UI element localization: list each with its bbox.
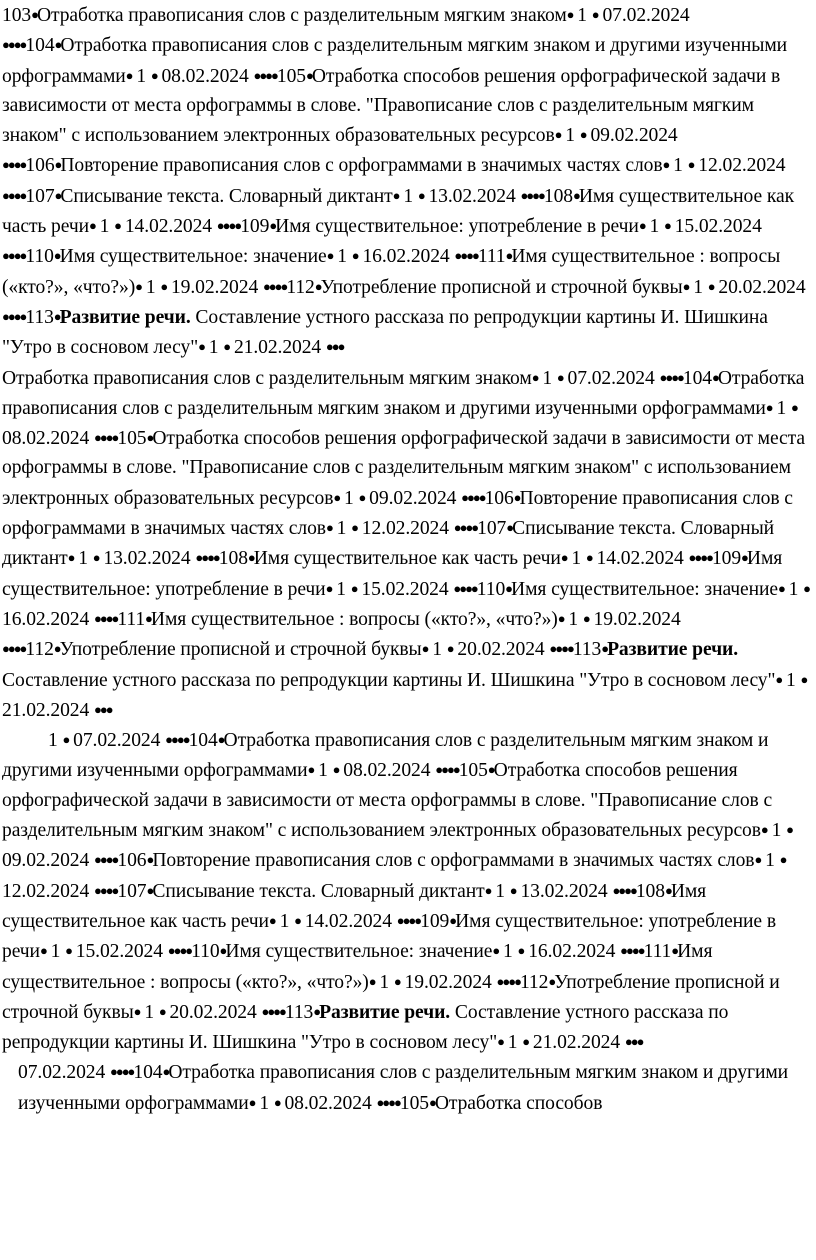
text-run: 07.02.2024 xyxy=(597,5,690,26)
text-run: 1 xyxy=(502,1032,523,1054)
bullet-separator: ● xyxy=(548,973,555,989)
bold-heading-text: Развитие речи. xyxy=(319,1001,451,1023)
bullet-separator: ● xyxy=(601,641,608,657)
text-run: Отработка способов решения орфографической задачи в зависимости от места орфограммы в слове. "Правописание слов с разделительным мягким знаком" с использованием электронных образовательных ресурсов xyxy=(2,65,781,147)
text-run: 12.02.2024 xyxy=(356,518,454,540)
text-run: 110 xyxy=(25,246,54,268)
text-run: 109 xyxy=(420,910,450,932)
bullet-separator: ●●●● xyxy=(167,943,192,959)
bullet-separator: ● xyxy=(223,339,230,355)
bullet-separator: ● xyxy=(560,550,567,566)
bullet-separator: ● xyxy=(333,489,340,505)
text-run: Отработка правописания слов с разделительным мягким знаком xyxy=(2,367,532,389)
text-run: 107 xyxy=(25,185,55,207)
bullet-separator: ●●●● xyxy=(109,1064,134,1080)
text-run: 1 xyxy=(766,820,787,842)
bullet-separator: ●●●● xyxy=(253,67,277,83)
text-paragraph xyxy=(2,363,812,726)
bullet-separator: ● xyxy=(54,37,61,53)
bullet-separator: ●●●● xyxy=(195,550,219,566)
text-run: 107 xyxy=(477,518,507,540)
bullet-separator: ●●●● xyxy=(93,610,118,626)
text-run: 08.02.2024 xyxy=(279,1092,377,1114)
bold-heading-text: Развитие речи. xyxy=(59,306,191,328)
text-run: 105 xyxy=(276,65,306,87)
bullet-separator: ● xyxy=(741,550,747,566)
text-run: 19.02.2024 xyxy=(399,971,497,993)
text-run: 1 xyxy=(644,216,664,238)
bullet-separator: ●●●● xyxy=(2,37,26,53)
bullet-separator: ● xyxy=(664,882,671,898)
text-run: 16.02.2024 xyxy=(2,608,94,630)
bullet-separator: ● xyxy=(89,218,95,234)
bullet-separator: ● xyxy=(54,187,61,203)
bullet-separator: ● xyxy=(325,520,332,536)
bullet-separator: ●●●● xyxy=(461,489,485,505)
bullet-separator: ● xyxy=(800,671,807,687)
bullet-separator: ●●● xyxy=(624,1034,643,1050)
bullet-separator: ●●●● xyxy=(93,882,118,898)
text-run: Имя существительное: употребление в речи xyxy=(2,910,776,963)
bullet-separator: ● xyxy=(687,157,694,173)
bullet-separator: ● xyxy=(325,580,332,596)
text-run: 113 xyxy=(284,1001,314,1023)
bullet-separator: ● xyxy=(125,67,132,83)
bullet-separator: ●●●● xyxy=(612,882,636,898)
text-run: 1 xyxy=(339,487,359,509)
bullet-separator: ● xyxy=(779,852,786,868)
text-run: 108 xyxy=(543,185,573,207)
bullet-separator: ● xyxy=(582,610,589,626)
bullet-separator: ● xyxy=(65,943,71,959)
text-run: Составление устного рассказа по репродукции картины И. Шишкина "Утро в сосновом лесу" xyxy=(2,306,768,359)
bullet-separator: ● xyxy=(162,1064,169,1080)
bullet-separator: ● xyxy=(786,822,792,838)
bullet-separator: ● xyxy=(449,912,456,928)
text-run: 20.02.2024 xyxy=(713,276,806,298)
text-run: Отработка правописания слов с разделительным мягким знаком и другими изученными орфограммами xyxy=(18,1062,789,1114)
text-run: Отработка правописания слов с разделительным мягким знаком и другими изученными орфограммами xyxy=(2,367,805,419)
text-run: Отработка правописания слов с разделительным мягким знаком и другими изученными орфограммами xyxy=(2,35,788,87)
text-run: Имя существительное: употребление в речи xyxy=(275,216,639,238)
bullet-separator: ● xyxy=(778,580,784,596)
bullet-separator: ● xyxy=(712,369,718,385)
bullet-separator: ● xyxy=(579,127,586,143)
text-run: 109 xyxy=(240,216,270,238)
bullet-separator: ● xyxy=(146,430,153,446)
bullet-separator: ● xyxy=(591,7,598,22)
bullet-separator: ● xyxy=(350,580,357,596)
bullet-separator: ● xyxy=(765,399,772,415)
text-run: 15.02.2024 xyxy=(669,216,762,238)
bullet-separator: ● xyxy=(294,912,300,928)
bullet-separator: ● xyxy=(314,278,321,294)
bullet-separator: ● xyxy=(505,580,512,596)
bullet-separator: ● xyxy=(682,278,689,294)
bullet-separator: ● xyxy=(39,943,46,959)
text-run: 21.02.2024 xyxy=(528,1032,625,1054)
bullet-separator: ● xyxy=(531,369,538,385)
bullet-separator: ● xyxy=(62,732,69,748)
bullet-separator: ●●●● xyxy=(262,278,287,294)
bullet-separator: ● xyxy=(247,550,254,566)
text-run: 14.02.2024 xyxy=(120,216,217,238)
text-run: 106 xyxy=(25,155,55,177)
bullet-separator: ●●●● xyxy=(93,430,118,446)
text-run: 111 xyxy=(477,246,506,268)
text-run: 19.02.2024 xyxy=(588,608,681,630)
bullet-separator: ● xyxy=(663,218,670,234)
bullet-separator: ● xyxy=(662,157,669,173)
text-run: 14.02.2024 xyxy=(591,548,689,570)
bullet-separator: ● xyxy=(133,1003,140,1019)
bullet-separator: ●●●● xyxy=(2,157,26,173)
text-run: Имя существительное как часть речи xyxy=(2,185,795,238)
bullet-separator: ● xyxy=(638,218,645,234)
text-run: Употребление прописной и строчной буквы xyxy=(2,971,780,1023)
bullet-separator: ●●●● xyxy=(688,550,712,566)
bullet-separator: ● xyxy=(146,852,153,868)
text-run: 108 xyxy=(218,548,248,570)
bullet-separator: ● xyxy=(557,610,564,626)
text-run: 1 xyxy=(94,216,115,238)
text-run: 1 xyxy=(398,185,418,207)
bullet-separator: ● xyxy=(326,248,333,264)
text-run: Списывание текста. Словарный диктант xyxy=(2,518,775,570)
bullet-separator: ● xyxy=(53,308,60,324)
text-run: Имя существительное : вопросы («кто?», «что?») xyxy=(2,246,781,298)
text-run: 13.02.2024 xyxy=(423,185,521,207)
bullet-separator: ● xyxy=(31,7,37,22)
text-run: 112 xyxy=(286,276,315,298)
text-run: Имя существительное : вопросы («кто?», «что?») xyxy=(150,608,558,630)
text-run: 1 xyxy=(254,1092,274,1114)
text-run: 1 xyxy=(760,850,780,872)
text-run: 07.02.2024 xyxy=(18,1062,110,1084)
bullet-separator: ● xyxy=(484,882,491,898)
text-run: 1 xyxy=(331,578,351,600)
bullet-separator: ● xyxy=(358,489,365,505)
text-run: 1 xyxy=(560,125,580,147)
text-run: 104 xyxy=(188,730,218,752)
bullet-separator: ● xyxy=(790,399,797,415)
text-run: Списывание текста. Словарный диктант xyxy=(60,185,393,207)
text-run: 1 xyxy=(771,397,791,419)
bullet-separator: ● xyxy=(556,369,563,385)
text-run: 1 xyxy=(537,367,557,389)
text-run: Имя существительное: значение xyxy=(511,578,778,600)
bullet-separator: ● xyxy=(198,339,204,355)
bullet-separator: ●●●● xyxy=(2,308,26,324)
text-run: Отработка способов решения орфографической задачи в зависимости от места орфограммы в слове. "Правописание слов с разделительным мягким знаком" с использованием электронных образовательных ресурсов xyxy=(2,428,805,509)
bullet-separator: ● xyxy=(803,580,810,596)
text-run: 14.02.2024 xyxy=(299,910,397,932)
text-run: Имя существительное: значение xyxy=(59,246,327,268)
text-run: 1 xyxy=(139,1001,159,1023)
bullet-separator: ●●●● xyxy=(165,732,189,748)
bullet-separator: ● xyxy=(707,278,714,294)
bullet-separator: ● xyxy=(145,610,151,626)
bullet-separator: ●●●● xyxy=(549,641,573,657)
text-run: 16.02.2024 xyxy=(357,246,455,268)
text-run: 109 xyxy=(711,548,742,570)
bullet-separator: ● xyxy=(53,248,60,264)
bullet-separator: ● xyxy=(572,187,579,203)
text-run: 09.02.2024 xyxy=(364,487,462,509)
bullet-separator: ● xyxy=(497,1034,503,1050)
bullet-separator: ● xyxy=(505,248,512,264)
bullet-separator: ● xyxy=(754,852,761,868)
text-run: 15.02.2024 xyxy=(356,578,454,600)
text-run: 1 xyxy=(566,548,586,570)
bullet-separator: ● xyxy=(393,973,400,989)
text-run: 112 xyxy=(25,639,54,661)
bullet-separator: ● xyxy=(53,641,60,657)
text-run: 106 xyxy=(484,487,514,509)
text-run: Отработка правописания слов с разделительным мягким знаком xyxy=(36,5,567,26)
bullet-separator: ● xyxy=(269,218,276,234)
bullet-separator: ● xyxy=(522,1034,529,1050)
text-run: Повторение правописания слов с орфограммами в значимых частях слов xyxy=(152,850,755,872)
text-run: Составление устного рассказа по репродукции картины И. Шишкина "Утро в сосновом лесу" xyxy=(2,1001,729,1054)
text-run: Списывание текста. Словарный диктант xyxy=(152,880,485,902)
text-run: 1 xyxy=(45,941,66,963)
text-run: 12.02.2024 xyxy=(693,155,786,177)
text-run: 20.02.2024 xyxy=(452,639,550,661)
text-run: 105 xyxy=(399,1092,429,1114)
bullet-separator: ● xyxy=(585,550,592,566)
text-run: 21.02.2024 xyxy=(229,337,326,359)
bullet-separator: ● xyxy=(446,641,453,657)
text-run: 08.02.2024 xyxy=(338,760,436,782)
text-run: 105 xyxy=(458,760,488,782)
text-run: 106 xyxy=(117,850,147,872)
text-run: 1 xyxy=(73,548,93,570)
text-run: 09.02.2024 xyxy=(2,850,94,872)
bullet-separator: ● xyxy=(506,520,513,536)
bullet-separator: ● xyxy=(513,489,520,505)
bullet-separator: ●●●● xyxy=(453,580,477,596)
text-run: 110 xyxy=(191,941,220,963)
bullet-separator: ● xyxy=(92,550,99,566)
bullet-separator: ● xyxy=(158,1003,165,1019)
bullet-separator: ● xyxy=(114,218,121,234)
text-run: 1 xyxy=(668,155,688,177)
text-run: 1 xyxy=(572,5,592,26)
text-run: 1 xyxy=(48,730,63,752)
bullet-separator: ● xyxy=(671,943,678,959)
bullet-separator: ● xyxy=(307,762,314,778)
bullet-separator: ● xyxy=(146,882,153,898)
text-paragraph xyxy=(2,725,812,1057)
text-run: 1 xyxy=(131,65,151,87)
bullet-separator: ● xyxy=(217,732,224,748)
bullet-separator: ● xyxy=(273,1094,280,1110)
bullet-separator: ● xyxy=(428,1094,435,1110)
text-run: 108 xyxy=(635,880,665,902)
bullet-separator: ● xyxy=(775,671,782,687)
text-run: 111 xyxy=(117,608,146,630)
text-run: 1 xyxy=(331,518,352,540)
text-run: Отработка способов решения орфографической задачи в зависимости от места орфограммы в слове. "Правописание слов с разделительным мягким знаком" с использованием электронных образовательных ресурсов xyxy=(2,760,773,842)
bullet-separator: ●●●● xyxy=(520,187,544,203)
bullet-separator: ●●●● xyxy=(93,852,118,868)
bullet-separator: ● xyxy=(351,520,357,536)
bullet-separator: ●●● xyxy=(93,701,112,717)
text-run: 1 xyxy=(313,760,333,782)
text-run: 19.02.2024 xyxy=(166,276,263,298)
bullet-separator: ● xyxy=(54,157,61,173)
bullet-separator: ● xyxy=(760,822,767,838)
text-run: 12.02.2024 xyxy=(2,880,94,902)
text-run: 1 xyxy=(332,246,352,268)
bullet-separator: ●●●● xyxy=(659,369,683,385)
text-run: Имя существительное: употребление в речи xyxy=(2,548,783,600)
text-run: 07.02.2024 xyxy=(68,730,166,752)
bullet-separator: ●●●● xyxy=(454,248,478,264)
text-run: 07.02.2024 xyxy=(562,367,660,389)
text-run: Имя существительное: значение xyxy=(225,941,493,963)
bullet-separator: ● xyxy=(417,187,424,203)
text-run: 1 xyxy=(427,639,447,661)
text-run: 1 xyxy=(498,941,518,963)
text-run: 13.02.2024 xyxy=(515,880,613,902)
bullet-separator: ●●●● xyxy=(396,912,421,928)
text-run: 112 xyxy=(519,971,549,993)
text-run: 1 xyxy=(274,910,295,932)
bullet-separator: ●●●● xyxy=(453,520,478,536)
bullet-separator: ● xyxy=(421,641,428,657)
text-run: Отработка правописания слов с разделительным мягким знаком и другими изученными орфограммами xyxy=(2,730,769,782)
bullet-separator: ●●●● xyxy=(2,248,26,264)
bullet-separator: ● xyxy=(160,278,167,294)
text-run: 08.02.2024 xyxy=(156,65,254,87)
bullet-separator: ● xyxy=(554,127,561,143)
bullet-separator: ● xyxy=(487,762,494,778)
text-run: Имя существительное как часть речи xyxy=(2,880,707,932)
bullet-separator: ● xyxy=(248,1094,255,1110)
text-run: Имя существительное как часть речи xyxy=(253,548,561,570)
bullet-separator: ● xyxy=(517,943,524,959)
text-paragraph xyxy=(2,0,812,363)
bullet-separator: ●●●● xyxy=(620,943,644,959)
bullet-separator: ●●●● xyxy=(496,973,520,989)
text-run: 104 xyxy=(133,1062,163,1084)
bullet-separator: ●●●● xyxy=(216,218,241,234)
text-run: Употребление прописной и строчной буквы xyxy=(59,639,422,661)
bold-heading-text: Развитие речи. xyxy=(607,639,739,661)
text-run: 104 xyxy=(25,35,55,57)
text-run: 1 xyxy=(203,337,224,359)
text-run: 1 xyxy=(141,276,161,298)
text-run: 113 xyxy=(572,639,602,661)
text-run: 1 xyxy=(781,669,801,691)
text-run: Отработка способов xyxy=(434,1092,603,1114)
text-run: 1 xyxy=(490,880,510,902)
text-run: 1 xyxy=(783,578,804,600)
text-run: 113 xyxy=(25,306,54,328)
bullet-separator: ●●● xyxy=(325,339,344,355)
text-run: 1 xyxy=(374,971,394,993)
text-run: Повторение правописания слов с орфограммами в значимых частях слов xyxy=(2,487,793,540)
text-run: 1 xyxy=(688,276,708,298)
bullet-separator: ● xyxy=(219,943,226,959)
bullet-separator: ● xyxy=(313,1003,320,1019)
text-run: 16.02.2024 xyxy=(523,941,621,963)
text-run: 104 xyxy=(682,367,712,389)
text-run: 105 xyxy=(117,428,147,450)
bullet-separator: ● xyxy=(67,550,74,566)
bullet-separator: ●●●● xyxy=(376,1094,400,1110)
bullet-separator: ●●●● xyxy=(2,187,26,203)
bullet-separator: ● xyxy=(332,762,339,778)
text-run: 20.02.2024 xyxy=(164,1001,262,1023)
text-run: 13.02.2024 xyxy=(98,548,196,570)
bullet-separator: ● xyxy=(135,278,142,294)
bullet-separator: ●●●● xyxy=(261,1003,285,1019)
bullet-separator: ● xyxy=(268,912,275,928)
text-run: 1 xyxy=(563,608,583,630)
text-run: 09.02.2024 xyxy=(585,125,678,147)
text-run: 111 xyxy=(643,941,672,963)
bullet-separator: ● xyxy=(509,882,516,898)
bullet-separator: ● xyxy=(150,67,157,83)
bullet-separator: ● xyxy=(368,973,375,989)
text-run: Составление устного рассказа по репродукции картины И. Шишкина "Утро в сосновом лесу" xyxy=(2,669,776,691)
text-run: 21.02.2024 xyxy=(2,699,94,721)
bullet-separator: ● xyxy=(351,248,358,264)
text-run: 08.02.2024 xyxy=(2,428,94,450)
bullet-separator: ● xyxy=(566,7,573,22)
text-run: 103 xyxy=(2,5,32,26)
bullet-separator: ●●●● xyxy=(435,762,459,778)
text-run: Употребление прописной и строчной буквы xyxy=(320,276,683,298)
text-paragraph xyxy=(2,1057,812,1118)
bullet-separator: ●●●● xyxy=(2,641,26,657)
bullet-separator: ● xyxy=(305,67,312,83)
text-run: 15.02.2024 xyxy=(70,941,168,963)
text-run: Имя существительное : вопросы («кто?», «что?») xyxy=(2,941,713,993)
text-run: Повторение правописания слов с орфограммами в значимых частях слов xyxy=(60,155,663,177)
text-run: 110 xyxy=(476,578,506,600)
bullet-separator: ● xyxy=(492,943,499,959)
bullet-separator: ● xyxy=(392,187,399,203)
text-run: 107 xyxy=(117,880,147,902)
